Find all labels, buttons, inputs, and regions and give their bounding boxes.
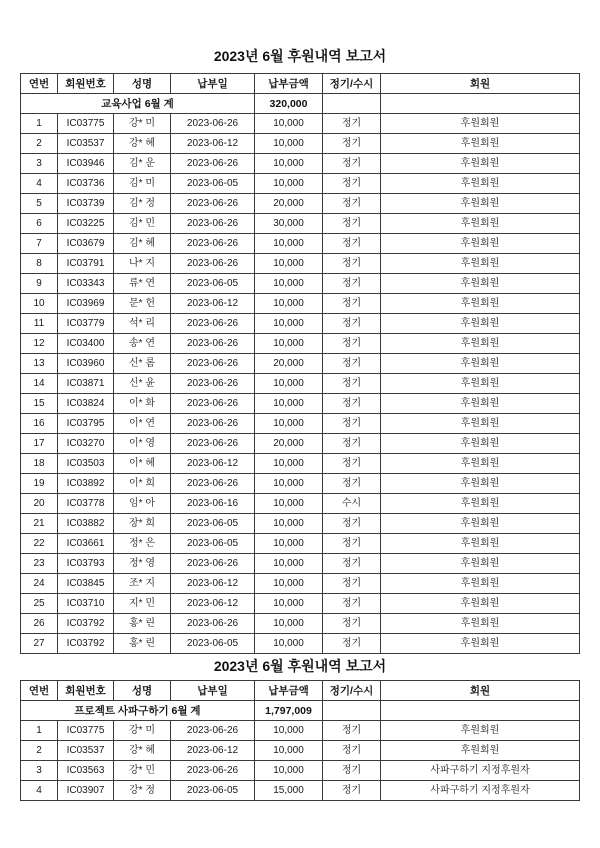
cell-member-category: 후원회원 — [381, 234, 580, 254]
cell-member-category: 후원회원 — [381, 394, 580, 414]
cell-payment-date: 2023-06-26 — [171, 214, 255, 234]
cell-member-category: 후원회원 — [381, 254, 580, 274]
cell-payment-date: 2023-06-12 — [171, 454, 255, 474]
cell-seq: 1 — [21, 721, 58, 741]
cell-payment-type: 정기 — [323, 434, 381, 454]
cell-payment-date: 2023-06-12 — [171, 741, 255, 761]
table-row — [21, 294, 580, 314]
table-row — [21, 741, 580, 761]
column-header-amount: 납부금액 — [255, 681, 323, 701]
cell-member-category: 후원회원 — [381, 721, 580, 741]
cell-amount: 30,000 — [255, 214, 323, 234]
report-section-project — [0, 654, 600, 801]
report-title: 2023년 6월 후원내역 보고서 — [213, 48, 387, 64]
summary-row — [21, 701, 580, 721]
summary-empty-type — [323, 701, 381, 721]
cell-seq: 23 — [21, 554, 58, 574]
cell-member-category: 후원회원 — [381, 154, 580, 174]
cell-payment-date: 2023-06-05 — [171, 781, 255, 801]
cell-seq: 11 — [21, 314, 58, 334]
cell-payment-date: 2023-06-05 — [171, 274, 255, 294]
table-row — [21, 761, 580, 781]
cell-payment-type: 수시 — [323, 494, 381, 514]
cell-member-id: IC03503 — [58, 454, 114, 474]
cell-seq: 4 — [21, 781, 58, 801]
cell-member-id: IC03775 — [58, 721, 114, 741]
cell-name: 정* 은 — [114, 534, 171, 554]
cell-seq: 22 — [21, 534, 58, 554]
cell-name: 김* 운 — [114, 154, 171, 174]
cell-amount: 20,000 — [255, 434, 323, 454]
cell-name: 송* 연 — [114, 334, 171, 354]
cell-payment-type: 정기 — [323, 781, 381, 801]
cell-member-id: IC03793 — [58, 554, 114, 574]
cell-member-category: 사파구하기 지정후원자 — [381, 761, 580, 781]
cell-member-category: 사파구하기 지정후원자 — [381, 781, 580, 801]
cell-amount: 10,000 — [255, 334, 323, 354]
cell-seq: 17 — [21, 434, 58, 454]
cell-payment-date: 2023-06-16 — [171, 494, 255, 514]
cell-member-id: IC03710 — [58, 594, 114, 614]
column-header-seq: 연번 — [21, 681, 58, 701]
cell-name: 이* 화 — [114, 394, 171, 414]
cell-payment-date: 2023-06-26 — [171, 721, 255, 741]
table-row — [21, 454, 580, 474]
cell-member-id: IC03775 — [58, 114, 114, 134]
cell-payment-type: 정기 — [323, 514, 381, 534]
cell-amount: 10,000 — [255, 274, 323, 294]
column-header-name: 성명 — [114, 681, 171, 701]
cell-name: 신* 윤 — [114, 374, 171, 394]
table-row — [21, 494, 580, 514]
table-row — [21, 354, 580, 374]
table-row — [21, 254, 580, 274]
cell-payment-type: 정기 — [323, 554, 381, 574]
cell-name: 김* 미 — [114, 174, 171, 194]
cell-member-id: IC03661 — [58, 534, 114, 554]
cell-member-category: 후원회원 — [381, 134, 580, 154]
cell-payment-type: 정기 — [323, 374, 381, 394]
cell-payment-date: 2023-06-26 — [171, 614, 255, 634]
cell-name: 홍* 린 — [114, 634, 171, 654]
cell-member-id: IC03791 — [58, 254, 114, 274]
cell-seq: 25 — [21, 594, 58, 614]
cell-payment-date: 2023-06-26 — [171, 334, 255, 354]
cell-member-category: 후원회원 — [381, 274, 580, 294]
cell-name: 강* 정 — [114, 781, 171, 801]
cell-member-id: IC03960 — [58, 354, 114, 374]
cell-name: 류* 연 — [114, 274, 171, 294]
summary-label: 교육사업 6월 계 — [21, 94, 255, 114]
cell-amount: 10,000 — [255, 741, 323, 761]
cell-payment-type: 정기 — [323, 761, 381, 781]
column-header-seq: 연번 — [21, 74, 58, 94]
table-row — [21, 434, 580, 454]
cell-name: 강* 혜 — [114, 134, 171, 154]
summary-amount: 320,000 — [255, 94, 323, 114]
cell-seq: 8 — [21, 254, 58, 274]
table-row — [21, 534, 580, 554]
cell-name: 석* 리 — [114, 314, 171, 334]
column-header-member-id: 회원번호 — [58, 681, 114, 701]
cell-seq: 4 — [21, 174, 58, 194]
column-header-member-category: 회원 — [381, 74, 580, 94]
cell-name: 임* 아 — [114, 494, 171, 514]
cell-seq: 10 — [21, 294, 58, 314]
cell-seq: 16 — [21, 414, 58, 434]
cell-member-id: IC03679 — [58, 234, 114, 254]
cell-payment-type: 정기 — [323, 614, 381, 634]
cell-payment-date: 2023-06-26 — [171, 434, 255, 454]
cell-member-category: 후원회원 — [381, 334, 580, 354]
cell-payment-date: 2023-06-05 — [171, 634, 255, 654]
donation-table-project — [20, 680, 580, 801]
cell-member-id: IC03882 — [58, 514, 114, 534]
cell-name: 강* 혜 — [114, 741, 171, 761]
cell-payment-type: 정기 — [323, 274, 381, 294]
cell-name: 지* 민 — [114, 594, 171, 614]
cell-payment-date: 2023-06-26 — [171, 374, 255, 394]
column-header-payment-date: 납부일 — [171, 681, 255, 701]
cell-seq: 15 — [21, 394, 58, 414]
table-row — [21, 474, 580, 494]
cell-amount: 10,000 — [255, 134, 323, 154]
table-row — [21, 194, 580, 214]
cell-seq: 14 — [21, 374, 58, 394]
cell-member-id: IC03824 — [58, 394, 114, 414]
cell-payment-date: 2023-06-05 — [171, 174, 255, 194]
cell-seq: 2 — [21, 134, 58, 154]
cell-payment-type: 정기 — [323, 741, 381, 761]
cell-name: 홍* 린 — [114, 614, 171, 634]
cell-amount: 20,000 — [255, 194, 323, 214]
column-header-payment-type: 정기/수시 — [323, 74, 381, 94]
cell-amount: 10,000 — [255, 494, 323, 514]
cell-member-id: IC03969 — [58, 294, 114, 314]
cell-member-id: IC03778 — [58, 494, 114, 514]
cell-seq: 26 — [21, 614, 58, 634]
cell-member-id: IC03792 — [58, 614, 114, 634]
cell-seq: 9 — [21, 274, 58, 294]
cell-payment-type: 정기 — [323, 454, 381, 474]
cell-amount: 10,000 — [255, 454, 323, 474]
cell-payment-date: 2023-06-26 — [171, 354, 255, 374]
summary-label: 프로젝트 사파구하기 6월 계 — [21, 701, 255, 721]
cell-member-category: 후원회원 — [381, 494, 580, 514]
cell-member-id: IC03736 — [58, 174, 114, 194]
cell-seq: 13 — [21, 354, 58, 374]
table-row — [21, 554, 580, 574]
cell-member-id: IC03343 — [58, 274, 114, 294]
cell-member-id: IC03795 — [58, 414, 114, 434]
cell-name: 강* 민 — [114, 761, 171, 781]
cell-payment-date: 2023-06-26 — [171, 194, 255, 214]
cell-seq: 3 — [21, 761, 58, 781]
table-row — [21, 514, 580, 534]
cell-member-id: IC03537 — [58, 134, 114, 154]
cell-payment-date: 2023-06-26 — [171, 474, 255, 494]
summary-amount: 1,797,009 — [255, 701, 323, 721]
cell-amount: 10,000 — [255, 294, 323, 314]
cell-amount: 10,000 — [255, 114, 323, 134]
table-row — [21, 414, 580, 434]
cell-name: 정* 영 — [114, 554, 171, 574]
cell-member-category: 후원회원 — [381, 614, 580, 634]
cell-amount: 10,000 — [255, 414, 323, 434]
cell-amount: 10,000 — [255, 154, 323, 174]
cell-payment-date: 2023-06-05 — [171, 534, 255, 554]
column-header-payment-date: 납부일 — [171, 74, 255, 94]
cell-member-category: 후원회원 — [381, 174, 580, 194]
summary-empty-member — [381, 94, 580, 114]
cell-member-id: IC03792 — [58, 634, 114, 654]
cell-member-category: 후원회원 — [381, 474, 580, 494]
cell-payment-type: 정기 — [323, 254, 381, 274]
cell-payment-date: 2023-06-26 — [171, 554, 255, 574]
cell-seq: 19 — [21, 474, 58, 494]
cell-member-id: IC03563 — [58, 761, 114, 781]
table-row — [21, 721, 580, 741]
cell-name: 신* 롬 — [114, 354, 171, 374]
cell-payment-date: 2023-06-12 — [171, 134, 255, 154]
cell-member-id: IC03400 — [58, 334, 114, 354]
cell-amount: 10,000 — [255, 174, 323, 194]
cell-member-category: 후원회원 — [381, 114, 580, 134]
cell-seq: 5 — [21, 194, 58, 214]
cell-seq: 1 — [21, 114, 58, 134]
table-row — [21, 274, 580, 294]
cell-seq: 6 — [21, 214, 58, 234]
cell-amount: 10,000 — [255, 614, 323, 634]
table-row — [21, 114, 580, 134]
cell-name: 조* 지 — [114, 574, 171, 594]
cell-member-category: 후원회원 — [381, 374, 580, 394]
cell-amount: 10,000 — [255, 514, 323, 534]
cell-amount: 10,000 — [255, 314, 323, 334]
cell-member-id: IC03779 — [58, 314, 114, 334]
table-row — [21, 234, 580, 254]
cell-name: 김* 혜 — [114, 234, 171, 254]
column-header-payment-type: 정기/수시 — [323, 681, 381, 701]
cell-member-id: IC03871 — [58, 374, 114, 394]
cell-payment-date: 2023-06-12 — [171, 574, 255, 594]
cell-member-category: 후원회원 — [381, 454, 580, 474]
cell-payment-date: 2023-06-26 — [171, 414, 255, 434]
table-row — [21, 394, 580, 414]
column-header-amount: 납부금액 — [255, 74, 323, 94]
cell-seq: 18 — [21, 454, 58, 474]
cell-amount: 15,000 — [255, 781, 323, 801]
table-row — [21, 334, 580, 354]
cell-name: 이* 희 — [114, 474, 171, 494]
cell-seq: 12 — [21, 334, 58, 354]
cell-member-id: IC03946 — [58, 154, 114, 174]
cell-seq: 2 — [21, 741, 58, 761]
cell-amount: 10,000 — [255, 761, 323, 781]
cell-amount: 10,000 — [255, 574, 323, 594]
table-row — [21, 781, 580, 801]
cell-member-id: IC03845 — [58, 574, 114, 594]
cell-amount: 10,000 — [255, 254, 323, 274]
cell-name: 강* 미 — [114, 114, 171, 134]
cell-name: 장* 희 — [114, 514, 171, 534]
cell-payment-date: 2023-06-12 — [171, 294, 255, 314]
cell-amount: 10,000 — [255, 634, 323, 654]
cell-member-category: 후원회원 — [381, 214, 580, 234]
cell-member-category: 후원회원 — [381, 534, 580, 554]
cell-amount: 10,000 — [255, 374, 323, 394]
cell-payment-type: 정기 — [323, 574, 381, 594]
table-row — [21, 574, 580, 594]
cell-payment-type: 정기 — [323, 154, 381, 174]
cell-member-id: IC03537 — [58, 741, 114, 761]
cell-seq: 3 — [21, 154, 58, 174]
cell-member-category: 후원회원 — [381, 294, 580, 314]
cell-amount: 20,000 — [255, 354, 323, 374]
cell-payment-date: 2023-06-26 — [171, 234, 255, 254]
column-header-name: 성명 — [114, 74, 171, 94]
cell-payment-type: 정기 — [323, 294, 381, 314]
cell-payment-type: 정기 — [323, 721, 381, 741]
report-title: 2023년 6월 후원내역 보고서 — [213, 658, 387, 674]
cell-name: 이* 연 — [114, 414, 171, 434]
table-row — [21, 634, 580, 654]
cell-payment-type: 정기 — [323, 114, 381, 134]
cell-name: 강* 미 — [114, 721, 171, 741]
cell-payment-date: 2023-06-26 — [171, 314, 255, 334]
cell-amount: 10,000 — [255, 721, 323, 741]
cell-payment-type: 정기 — [323, 314, 381, 334]
cell-member-id: IC03739 — [58, 194, 114, 214]
table-row — [21, 154, 580, 174]
cell-payment-date: 2023-06-26 — [171, 254, 255, 274]
cell-payment-type: 정기 — [323, 634, 381, 654]
cell-seq: 27 — [21, 634, 58, 654]
table-row — [21, 314, 580, 334]
cell-payment-type: 정기 — [323, 394, 381, 414]
cell-name: 이* 영 — [114, 434, 171, 454]
cell-member-category: 후원회원 — [381, 634, 580, 654]
cell-payment-type: 정기 — [323, 134, 381, 154]
cell-member-category: 후원회원 — [381, 741, 580, 761]
cell-payment-type: 정기 — [323, 174, 381, 194]
table-row — [21, 134, 580, 154]
cell-member-category: 후원회원 — [381, 554, 580, 574]
cell-seq: 21 — [21, 514, 58, 534]
column-header-member-id: 회원번호 — [58, 74, 114, 94]
cell-member-category: 후원회원 — [381, 354, 580, 374]
table-row — [21, 174, 580, 194]
cell-member-id: IC03270 — [58, 434, 114, 454]
cell-member-id: IC03892 — [58, 474, 114, 494]
summary-empty-type — [323, 94, 381, 114]
cell-payment-type: 정기 — [323, 534, 381, 554]
cell-payment-date: 2023-06-12 — [171, 594, 255, 614]
cell-name: 나* 지 — [114, 254, 171, 274]
cell-payment-type: 정기 — [323, 214, 381, 234]
cell-amount: 10,000 — [255, 554, 323, 574]
table-row — [21, 614, 580, 634]
cell-payment-date: 2023-06-26 — [171, 394, 255, 414]
cell-payment-date: 2023-06-26 — [171, 154, 255, 174]
cell-payment-type: 정기 — [323, 234, 381, 254]
summary-row — [21, 94, 580, 114]
header-row — [21, 681, 580, 701]
cell-seq: 7 — [21, 234, 58, 254]
cell-name: 문* 헌 — [114, 294, 171, 314]
cell-payment-date: 2023-06-05 — [171, 514, 255, 534]
cell-payment-type: 정기 — [323, 354, 381, 374]
cell-payment-type: 정기 — [323, 414, 381, 434]
cell-payment-type: 정기 — [323, 474, 381, 494]
summary-empty-member — [381, 701, 580, 721]
cell-amount: 10,000 — [255, 234, 323, 254]
cell-member-id: IC03907 — [58, 781, 114, 801]
table-row — [21, 214, 580, 234]
cell-payment-type: 정기 — [323, 194, 381, 214]
cell-amount: 10,000 — [255, 594, 323, 614]
cell-member-category: 후원회원 — [381, 594, 580, 614]
cell-member-id: IC03225 — [58, 214, 114, 234]
cell-member-category: 후원회원 — [381, 414, 580, 434]
table-row — [21, 374, 580, 394]
cell-amount: 10,000 — [255, 394, 323, 414]
donation-table-education — [20, 73, 580, 654]
cell-payment-type: 정기 — [323, 594, 381, 614]
cell-name: 김* 민 — [114, 214, 171, 234]
cell-payment-date: 2023-06-26 — [171, 114, 255, 134]
cell-seq: 20 — [21, 494, 58, 514]
cell-name: 이* 혜 — [114, 454, 171, 474]
cell-seq: 24 — [21, 574, 58, 594]
cell-member-category: 후원회원 — [381, 514, 580, 534]
cell-member-category: 후원회원 — [381, 574, 580, 594]
cell-member-category: 후원회원 — [381, 434, 580, 454]
header-row — [21, 74, 580, 94]
cell-member-category: 후원회원 — [381, 314, 580, 334]
cell-amount: 10,000 — [255, 474, 323, 494]
cell-name: 김* 정 — [114, 194, 171, 214]
table-row — [21, 594, 580, 614]
column-header-member-category: 회원 — [381, 681, 580, 701]
cell-amount: 10,000 — [255, 534, 323, 554]
cell-payment-type: 정기 — [323, 334, 381, 354]
cell-member-category: 후원회원 — [381, 194, 580, 214]
cell-payment-date: 2023-06-26 — [171, 761, 255, 781]
